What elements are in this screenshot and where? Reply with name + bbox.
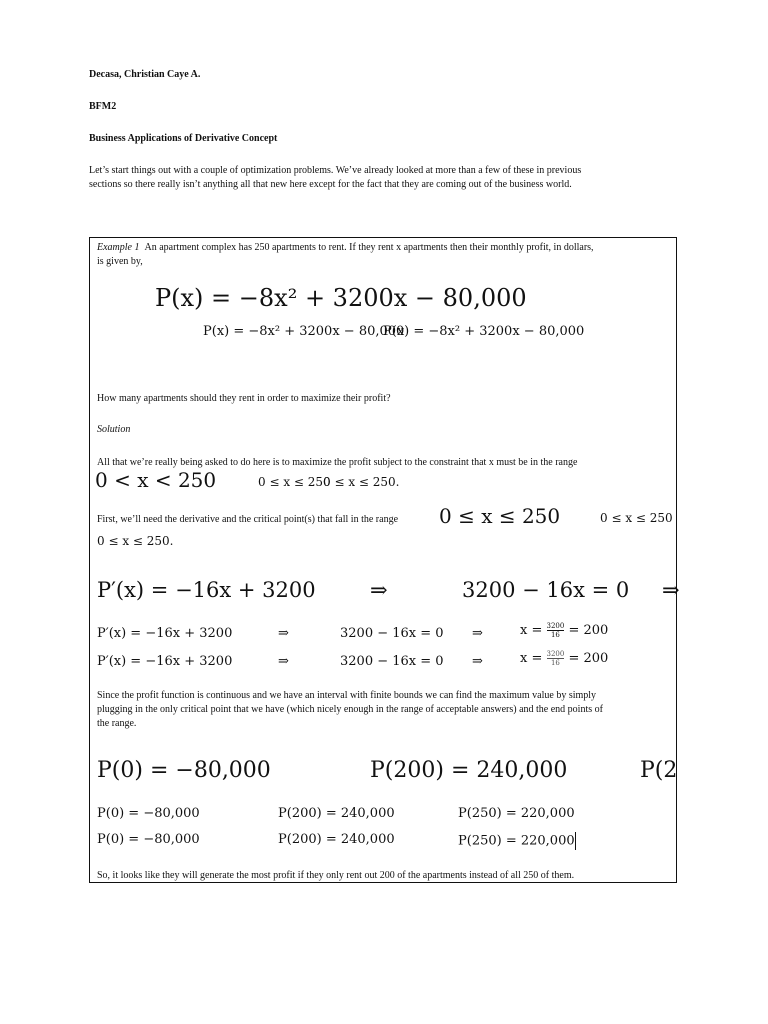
fraction xyxy=(547,622,565,639)
range-small-c: 0 ≤ x ≤ 250 xyxy=(600,511,673,525)
profit-function-small-a: P(x) = −8x² + 3200x − 80,000 xyxy=(203,324,405,339)
text-cursor xyxy=(575,832,576,850)
solution-suffix: = 200 xyxy=(568,651,609,666)
critical-equation-large: 3200 − 16x = 0 xyxy=(462,578,630,602)
fraction-denominator: 16 xyxy=(550,659,560,667)
document-title: Business Applications of Derivative Concept xyxy=(89,133,278,144)
profit-function-small-b: P(x) = −8x² + 3200x − 80,000 xyxy=(383,324,585,339)
value-p250-row-2 xyxy=(458,832,575,850)
derivative-row-1: P′(x) = −16x + 3200 xyxy=(97,626,233,641)
conclusion-text: So, it looks like they will generate the most profit if they only rent out 200 of the apartments instead of all 250 of them. xyxy=(97,870,575,881)
constraint-text: All that we’re really being asked to do here is to maximize the profit subject to the constraint that x must be in the range xyxy=(97,457,578,468)
continuous-text-line-3: the range. xyxy=(97,718,137,729)
example-text-line-2: is given by, xyxy=(97,256,143,267)
solution-suffix: = 200 xyxy=(568,623,609,638)
value-p0-row-2: P(0) = −80,000 xyxy=(97,832,200,847)
example-text-line-1 xyxy=(97,242,594,253)
range-small-d: 0 ≤ x ≤ 250. xyxy=(97,534,174,548)
continuous-text-line-1: Since the profit function is continuous and we have an interval with finite bounds we can find the maximum value by simply xyxy=(97,690,597,701)
value-p250-text: P(250) = 220,000 xyxy=(458,833,575,849)
intro-line-2: sections so there really isn’t anything all that new here except for the fact that they are coming out of the business world. xyxy=(89,179,572,190)
solution-prefix: x = xyxy=(520,651,543,666)
continuous-text-line-2: plugging in the only critical point that we have (which nicely enough in the range of acceptable answers) and the end points of xyxy=(97,704,603,715)
value-p250-row-1: P(250) = 220,000 xyxy=(458,806,575,821)
implies-arrow-row-2a: ⇒ xyxy=(278,654,289,669)
fraction-denominator: 16 xyxy=(550,631,560,639)
range-large-2: 0 ≤ x ≤ 250 xyxy=(439,504,561,528)
value-p200-large: P(200) = 240,000 xyxy=(370,758,568,783)
example-statement: An apartment complex has 250 apartments to rent. If they rent x apartments then their monthly profit, in dollars, xyxy=(144,242,594,253)
implies-arrow-row-2b: ⇒ xyxy=(472,654,483,669)
implies-arrow-row-1b: ⇒ xyxy=(472,626,483,641)
implies-arrow-large-2: ⇒ xyxy=(662,578,680,602)
fraction xyxy=(547,650,565,667)
implies-arrow-row-1a: ⇒ xyxy=(278,626,289,641)
fraction-numerator: 3200 xyxy=(546,650,565,658)
solution-label: Solution xyxy=(97,424,131,435)
question-text: How many apartments should they rent in order to maximize their profit? xyxy=(97,393,391,404)
value-p0-large: P(0) = −80,000 xyxy=(97,758,271,783)
value-p200-row-2: P(200) = 240,000 xyxy=(278,832,395,847)
critical-point-text: First, we’ll need the derivative and the critical point(s) that fall in the range xyxy=(97,514,399,525)
solution-prefix: x = xyxy=(520,623,543,638)
range-large-1: 0 < x < 250 xyxy=(95,468,217,492)
range-small-b: 0 ≤ x ≤ 250. xyxy=(323,475,400,489)
intro-line-1: Let’s start things out with a couple of optimization problems. We’ve already looked at more than a few of these in previous xyxy=(89,165,582,176)
fraction-numerator: 3200 xyxy=(546,622,565,630)
course-code: BFM2 xyxy=(89,101,117,112)
example-label: Example 1 xyxy=(97,242,140,253)
value-p250-large: P(2 xyxy=(640,758,678,783)
profit-function-large: P(x) = −8x² + 3200x − 80,000 xyxy=(155,284,527,312)
value-p200-row-1: P(200) = 240,000 xyxy=(278,806,395,821)
example-box xyxy=(89,237,680,883)
critical-equation-row-1: 3200 − 16x = 0 xyxy=(340,626,444,641)
value-p0-row-1: P(0) = −80,000 xyxy=(97,806,200,821)
critical-equation-row-2: 3200 − 16x = 0 xyxy=(340,654,444,669)
derivative-row-2: P′(x) = −16x + 3200 xyxy=(97,654,233,669)
implies-arrow-large-1: ⇒ xyxy=(370,578,388,602)
critical-solution-row-2 xyxy=(520,650,609,672)
critical-solution-row-1 xyxy=(520,622,609,644)
derivative-large: P′(x) = −16x + 3200 xyxy=(97,578,316,602)
range-small-a: 0 ≤ x ≤ 250 xyxy=(258,475,331,489)
author-name: Decasa, Christian Caye A. xyxy=(89,69,201,80)
